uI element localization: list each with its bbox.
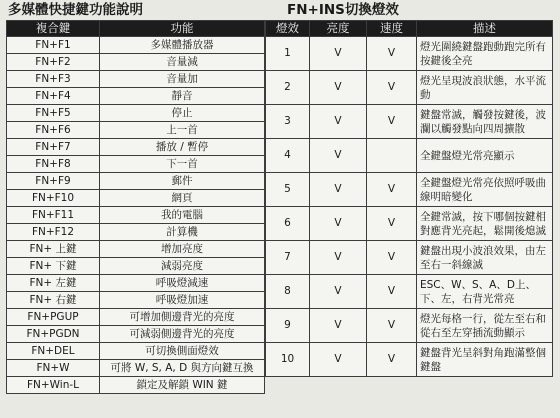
effect-number-cell: 7 (266, 241, 310, 275)
combo-key-cell: FN+F2 (7, 54, 100, 71)
speed-cell: V (367, 309, 417, 343)
table-row (7, 71, 265, 88)
effect-number-cell: 2 (266, 71, 310, 105)
speed-cell: V (367, 275, 417, 309)
brightness-cell: V (310, 207, 367, 241)
function-cell: 計算機 (100, 224, 265, 241)
combo-key-cell: FN+Win-L (7, 377, 100, 394)
function-cell: 呼吸燈減速 (100, 275, 265, 292)
header-function: 功能 (100, 21, 265, 37)
lighting-effect-table (265, 20, 553, 377)
speed-cell: V (367, 37, 417, 71)
speed-cell: V (367, 71, 417, 105)
description-cell: 燈光呈現波浪狀態，水平流動 (417, 71, 553, 105)
speed-cell (367, 139, 417, 173)
brightness-cell: V (310, 37, 367, 71)
function-cell: 鎖定及解鎖 WIN 鍵 (100, 377, 265, 394)
effect-number-cell: 5 (266, 173, 310, 207)
combo-key-cell: FN+F9 (7, 173, 100, 190)
hotkey-table-header (7, 21, 265, 37)
table-row (7, 122, 265, 139)
function-cell: 靜音 (100, 88, 265, 105)
header-combo-key: 複合鍵 (7, 21, 100, 37)
hotkey-table (6, 20, 265, 394)
combo-key-cell: FN+F1 (7, 37, 100, 54)
combo-key-cell: FN+ 左鍵 (7, 275, 100, 292)
function-cell: 呼吸燈加速 (100, 292, 265, 309)
table-row (7, 343, 265, 360)
combo-key-cell: FN+F6 (7, 122, 100, 139)
effect-number-cell: 8 (266, 275, 310, 309)
function-cell: 網頁 (100, 190, 265, 207)
combo-key-cell: FN+F11 (7, 207, 100, 224)
table-row (266, 139, 553, 173)
combo-key-cell: FN+W (7, 360, 100, 377)
table-row (7, 292, 265, 309)
speed-cell: V (367, 105, 417, 139)
table-row (7, 207, 265, 224)
function-cell: 停止 (100, 105, 265, 122)
brightness-cell: V (310, 309, 367, 343)
left-title: 多媒體快捷鍵功能說明 (8, 2, 143, 18)
combo-key-cell: FN+F5 (7, 105, 100, 122)
table-row (7, 360, 265, 377)
table-row (266, 37, 553, 71)
description-cell: 全鍵盤燈光常亮顯示 (417, 139, 553, 173)
combo-key-cell: FN+ 下鍵 (7, 258, 100, 275)
description-cell: 鍵盤背光呈斜對角跑滿整個鍵盤 (417, 343, 553, 377)
table-row (7, 37, 265, 54)
table-row (7, 258, 265, 275)
description-cell: 鍵盤出現小波浪效果，由左至右一斜線滅 (417, 241, 553, 275)
combo-key-cell: FN+PGDN (7, 326, 100, 343)
combo-key-cell: FN+ 上鍵 (7, 241, 100, 258)
effect-number-cell: 10 (266, 343, 310, 377)
table-row (7, 156, 265, 173)
function-cell: 可切換側面燈效 (100, 343, 265, 360)
table-row (266, 241, 553, 275)
brightness-cell: V (310, 343, 367, 377)
table-row (7, 377, 265, 394)
table-row (7, 241, 265, 258)
description-cell: 燈光圍繞鍵盤跑動跑完所有按鍵後全亮 (417, 37, 553, 71)
effect-number-cell: 4 (266, 139, 310, 173)
table-row (7, 309, 265, 326)
function-cell: 我的電腦 (100, 207, 265, 224)
combo-key-cell: FN+ 右鍵 (7, 292, 100, 309)
description-cell: 鍵盤常滅，觸發按鍵後，波瀾以觸發點向四周擴散 (417, 105, 553, 139)
brightness-cell: V (310, 105, 367, 139)
combo-key-cell: FN+DEL (7, 343, 100, 360)
combo-key-cell: FN+F12 (7, 224, 100, 241)
function-cell: 下一首 (100, 156, 265, 173)
function-cell: 音量減 (100, 54, 265, 71)
description-cell: ESC、W、S、A、D上、下、左，右背光常亮 (417, 275, 553, 309)
table-row (266, 343, 553, 377)
function-cell: 增加亮度 (100, 241, 265, 258)
function-cell: 播放 / 暫停 (100, 139, 265, 156)
speed-cell: V (367, 241, 417, 275)
brightness-cell: V (310, 173, 367, 207)
table-row (7, 224, 265, 241)
right-title: FN+INS切換燈效 (287, 2, 399, 18)
effect-number-cell: 6 (266, 207, 310, 241)
table-row (266, 71, 553, 105)
combo-key-cell: FN+F8 (7, 156, 100, 173)
function-cell: 可增加側邊背光的亮度 (100, 309, 265, 326)
function-cell: 郵件 (100, 173, 265, 190)
header-brightness: 亮度 (310, 21, 367, 37)
table-row (7, 54, 265, 71)
table-row (266, 173, 553, 207)
function-cell: 音量加 (100, 71, 265, 88)
combo-key-cell: FN+F10 (7, 190, 100, 207)
brightness-cell: V (310, 71, 367, 105)
header-effect: 燈效 (266, 21, 310, 37)
function-cell: 可將 W, S, A, D 與方向鍵互換 (100, 360, 265, 377)
table-row (266, 275, 553, 309)
function-cell: 多媒體播放器 (100, 37, 265, 54)
table-row (7, 139, 265, 156)
table-row (7, 326, 265, 343)
table-row (266, 207, 553, 241)
description-cell: 燈光每格一行，從左至右和從右至左穿插流動顯示 (417, 309, 553, 343)
table-row (7, 190, 265, 207)
function-cell: 上一首 (100, 122, 265, 139)
brightness-cell: V (310, 139, 367, 173)
table-row (7, 88, 265, 105)
description-cell: 全鍵盤燈光常亮依照呼吸曲線明暗變化 (417, 173, 553, 207)
table-row (7, 275, 265, 292)
effect-number-cell: 3 (266, 105, 310, 139)
combo-key-cell: FN+F4 (7, 88, 100, 105)
lighting-table-header (266, 21, 553, 37)
speed-cell: V (367, 207, 417, 241)
table-row (266, 309, 553, 343)
table-row (266, 105, 553, 139)
brightness-cell: V (310, 241, 367, 275)
combo-key-cell: FN+F3 (7, 71, 100, 88)
combo-key-cell: FN+F7 (7, 139, 100, 156)
function-cell: 可減弱側邊背光的亮度 (100, 326, 265, 343)
description-cell: 全鍵常滅，按下哪個按鍵相對應背光亮起，鬆開後熄滅 (417, 207, 553, 241)
effect-number-cell: 1 (266, 37, 310, 71)
table-row (7, 173, 265, 190)
header-description: 描述 (417, 21, 553, 37)
header-speed: 速度 (367, 21, 417, 37)
speed-cell: V (367, 343, 417, 377)
function-cell: 減弱亮度 (100, 258, 265, 275)
brightness-cell: V (310, 275, 367, 309)
combo-key-cell: FN+PGUP (7, 309, 100, 326)
effect-number-cell: 9 (266, 309, 310, 343)
speed-cell: V (367, 173, 417, 207)
table-row (7, 105, 265, 122)
